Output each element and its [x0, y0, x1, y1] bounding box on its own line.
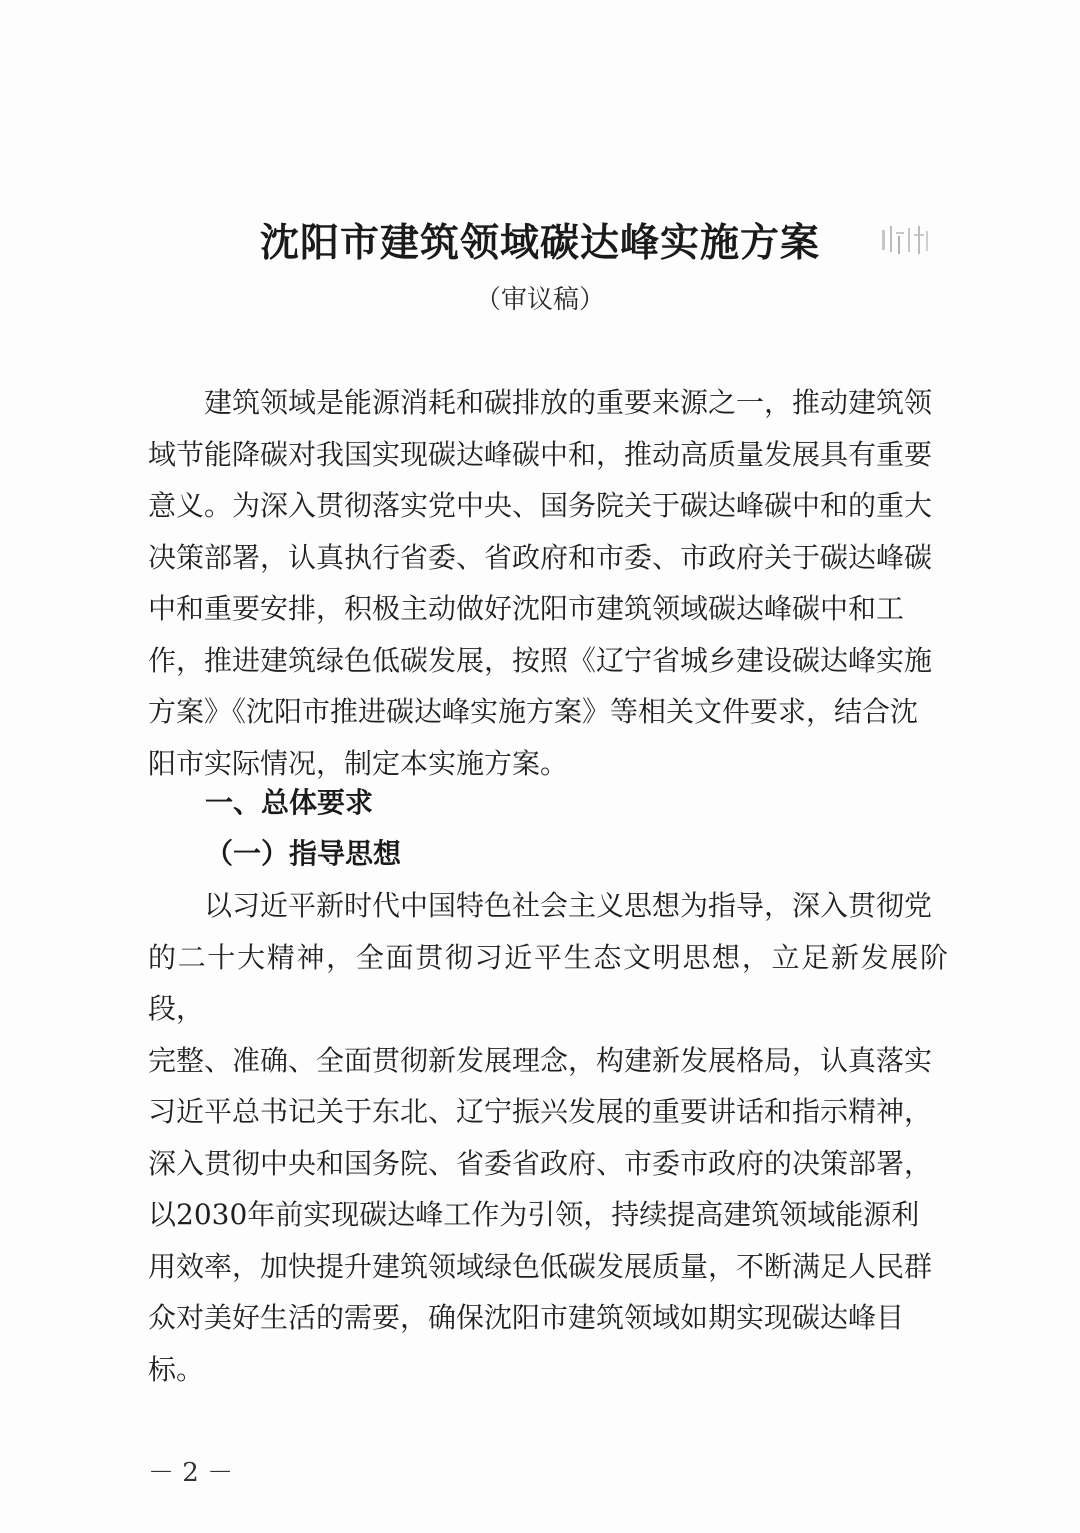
paragraph-line: 建筑领域是能源消耗和碳排放的重要来源之一，推动建筑领 — [148, 386, 933, 419]
stamp-mark-icon — [878, 222, 938, 258]
paragraph-line: 的二十大精神，全面贯彻习近平生态文明思想，立足新发展阶段， — [148, 940, 948, 1025]
page-number: － 2 － — [148, 1458, 234, 1488]
paragraph-line: 完整、准确、全面贯彻新发展理念，构建新发展格局，认真落实 — [148, 1043, 933, 1077]
paragraph-line: 众对美好生活的需要，确保沈阳市建筑领域如期实现碳达峰目 — [148, 1301, 905, 1334]
document-title: 沈阳市建筑领域碳达峰实施方案 — [259, 220, 820, 266]
paragraph-line: 用效率，加快提升建筑领域绿色低碳发展质量，不断满足人民群 — [148, 1249, 933, 1283]
paragraph-line: 阳市实际情况，制定本实施方案。 — [148, 746, 569, 780]
paragraph-line: 决策部署，认真执行省委、省政府和市委、市政府关于碳达峰碳 — [148, 540, 933, 574]
paragraph-line: 以习近平新时代中国特色社会主义思想为指导，深入贯彻党 — [148, 889, 933, 922]
paragraph-line: 域节能降碳对我国实现碳达峰碳中和，推动高质量发展具有重要 — [148, 437, 933, 471]
paragraph-line: 作，推进建筑绿色低碳发展，按照《辽宁省城乡建设碳达峰实施 — [148, 643, 933, 677]
paragraph-line: 习近平总书记关于东北、辽宁振兴发展的重要讲话和指示精神， — [148, 1095, 933, 1128]
intro-paragraph — [148, 377, 948, 789]
paragraph-line: 标。 — [148, 1352, 205, 1386]
paragraph-line: 方案》《沈阳市推进碳达峰实施方案》等相关文件要求，结合沈 — [148, 695, 919, 728]
paragraph-line: 意义。为深入贯彻落实党中央、国务院关于碳达峰碳中和的重大 — [148, 489, 933, 522]
paragraph-line: 深入贯彻中央和国务院、省委省政府、市委市政府的决策部署， — [148, 1146, 933, 1180]
paragraph-line: 以2030年前实现碳达峰工作为引领，持续提高建筑领域能源利 — [148, 1198, 920, 1231]
document-subtitle: （审议稿） — [474, 285, 605, 315]
subsection-heading: （一）指导思想 — [205, 837, 402, 870]
section-heading: 一、总体要求 — [205, 786, 374, 819]
paragraph-line: 中和重要安排，积极主动做好沈阳市建筑领域碳达峰碳中和工 — [148, 592, 905, 625]
guiding-thought-paragraph — [148, 880, 948, 1395]
